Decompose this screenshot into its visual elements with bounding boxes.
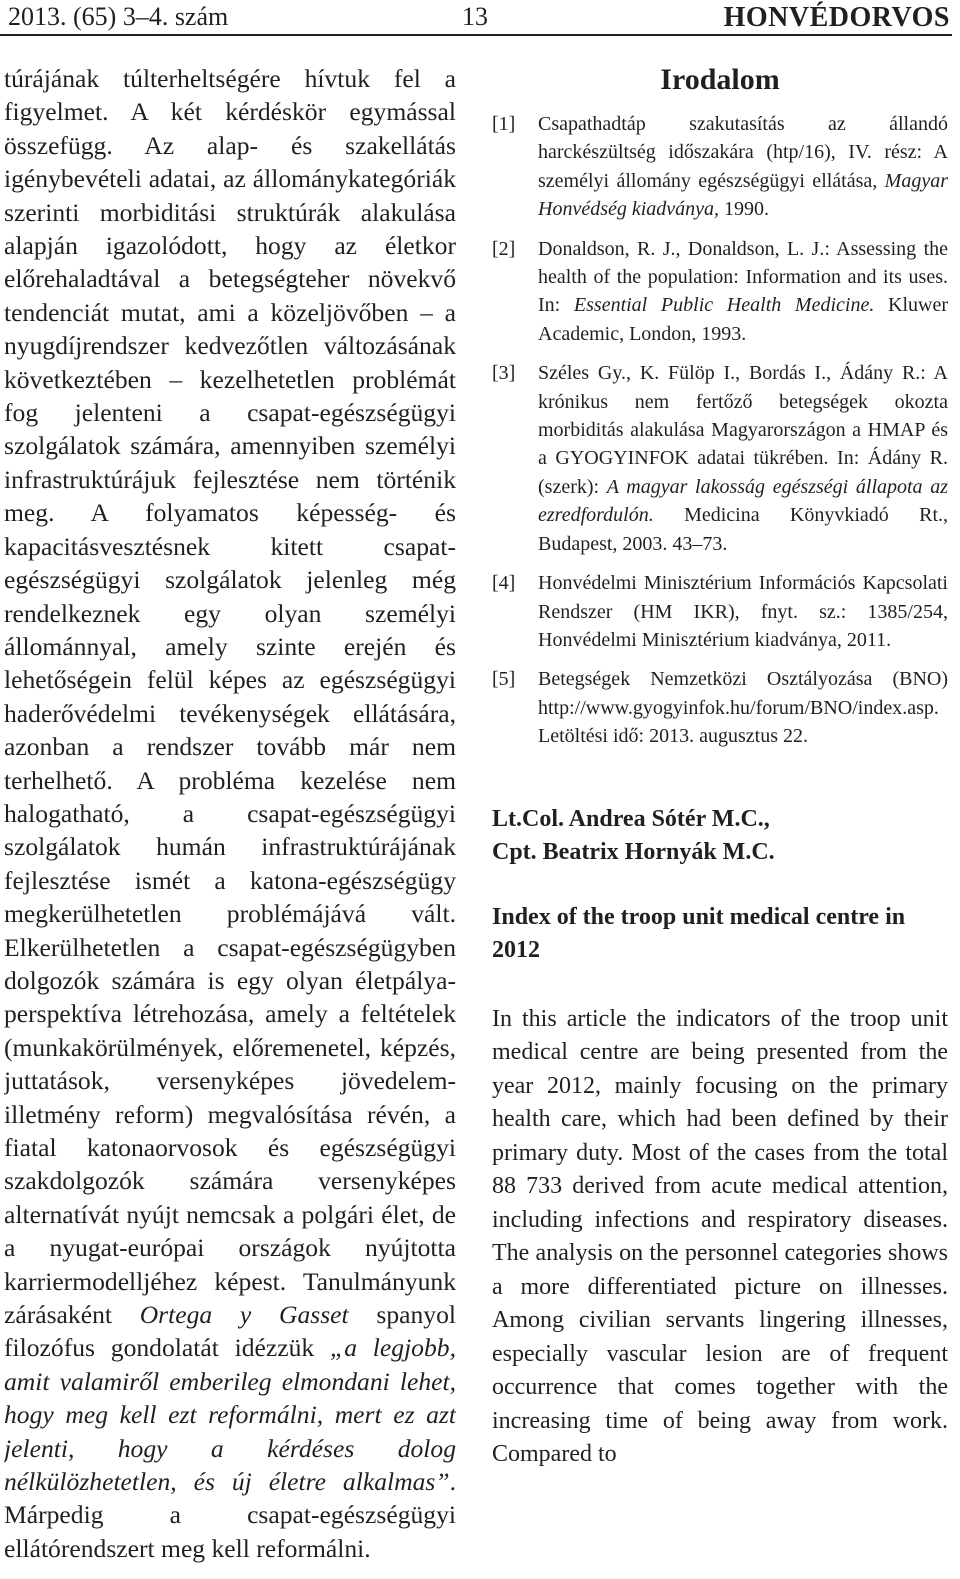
english-abstract: In this article the indicators of the troop unit medical centre are being presented from the year 2012, mainly focusing on the primary health care, which had been defined by their primary duty. Most of the cases from the total 88 733 derived from acute medical attention, including infections and respiratory diseases. The analysis on the personnel categories shows a more differentiated picture on illnesses. Among civilian servants lingering illnesses, especially vascular lesion are of frequent occurrence that comes together with the increasing time of being away from work. Compared to	[492, 1005, 948, 1468]
reference-source: A magyar lakosság egészségi állapota az ezredfordulón.	[538, 475, 948, 527]
body-text-middle: spanyol filozófus gondolatát idézzük	[4, 1300, 456, 1363]
references-heading: Irodalom	[660, 63, 780, 96]
body-text-end: . Márpedig a csapat-egészségügyi ellátórendszert meg kell reformálni.	[4, 1467, 456, 1563]
issue-label: 2013. (65) 3–4. szám	[8, 2, 229, 31]
author-block	[492, 803, 948, 869]
reference-item	[492, 359, 948, 558]
reference-number: [1]	[492, 113, 516, 135]
reference-source: Essential Public Health Medicine.	[573, 294, 875, 317]
philosopher-name: Ortega y Gasset	[139, 1300, 349, 1330]
body-text: túrájának túlterheltségére hívtuk fel a figyelmet. A két kérdéskör egymással összefügg. Az alap- és szakellátás igénybevételi adatai, az állománykategóriák szerinti morbiditási struktúrák alakulása alapján igazolódott, hogy az életkor előrehaladtával a betegségteher növekvő tendenciát mutat, ami a közeljövőben – a nyugdíjrendszer kedvezőtlen változásának következtében – kezelhetetlen problémát fog jelenteni a csapat-egészségügyi szolgálatok számára, amennyiben személyi infrastruktúrájuk fejlesztése nem történik meg. A folyamatos képesség- és kapacitásvesztésnek kitett csapat-egészségügyi szolgálatok jelenleg még rendelkeznek egy olyan személyi állománnyal, amely szinte erején és lehetőségein felül képes az egészségügyi haderővédelmi tevékenységek ellátására, azonban a rendszer tovább már nem terhelhető. A probléma kezelése nem halogatható, a csapat-egészségügyi szolgálatok humán infrastruktúrájának fejlesztése ismét a katona-egészségügy megkerülhetetlen problémájává vált. Elkerülhetetlen a csapat-egészségügyben dolgozók számára is egy olyan életpálya-perspektíva létrehozása, amely a feltételek (munkakörülmények, előremenetel, képzés, juttatások, versenyképes jövedelem-illetmény reform) megvalósítása révén, a fiatal katonaorvosok és egészségügyi szakdolgozók számára versenyképes alternatívát nyújt nemcsak a polgári élet, de a nyugat-európai országok nyújtotta karriermodelljéhez képest. Tanulmányunk zárásaként	[4, 64, 456, 1330]
reference-text: Honvédelmi Minisztérium Információs Kapcsolati Rendszer (HM IKR), fnyt. sz.: 1385/254, Honvédelmi Minisztérium kiadványa, 2011.	[538, 572, 948, 651]
reference-details: 1990.	[724, 198, 770, 221]
reference-text: Betegségek Nemzetközi Osztályozása (BNO) http://www.gyogyinfok.hu/forum/BNO/index.asp. Letöltési idő: 2013. augusztus 22.	[538, 668, 948, 748]
english-title: Index of the troop unit medical centre in 2012	[492, 903, 906, 963]
running-header	[0, 0, 952, 36]
page-number: 13	[462, 2, 488, 31]
reference-number: [3]	[492, 362, 516, 385]
reference-text: Donaldson, R. J., Donaldson, L. J.: Assessing the health of the population: Information and its uses. In:	[538, 237, 948, 317]
reference-details: Medicina Könyvkiadó Rt., Budapest, 2003. 43–73.	[538, 504, 948, 555]
reference-item	[492, 665, 948, 750]
left-column	[4, 62, 456, 1574]
reference-item	[492, 569, 948, 654]
reference-text: Széles Gy., K. Fülöp I., Bordás I., Ádány R.: A krónikus nem fertőző betegségek okozta morbiditás alakulása Magyarországon a HMAP és a GYOGYINFOK adatai tükrében. In: Ádány R. (szerk):	[538, 362, 948, 498]
reference-source: Magyar Honvédség kiadványa,	[538, 169, 948, 221]
author-line: Lt.Col. Andrea Sótér M.C.,	[492, 805, 770, 832]
reference-item	[492, 110, 948, 224]
reference-list	[492, 110, 948, 751]
journal-name: HONVÉDORVOS	[723, 2, 950, 33]
reference-number: [5]	[492, 668, 516, 691]
header-rule	[0, 34, 952, 36]
body-paragraph	[4, 62, 456, 1565]
reference-details: Kluwer Academic, London, 1993.	[538, 294, 948, 345]
quote: „a legjobb, amit valamiről emberileg elmondani lehet, hogy meg kell ezt reformálni, mert ez azt jelenti, hogy a kérdéses dolog nélkülözhetetlen, és új életre alkalmas”	[4, 1333, 456, 1497]
reference-number: [4]	[492, 572, 516, 595]
right-column	[492, 62, 948, 1574]
reference-number: [2]	[492, 237, 516, 260]
reference-text: Csapathadtáp szakutasítás az állandó harckészültség időszakára (htp/16), IV. rész: A személyi állomány egészségügyi ellátása,	[538, 113, 948, 192]
reference-item	[492, 235, 948, 349]
author-line: Cpt. Beatrix Hornyák M.C.	[492, 838, 775, 865]
